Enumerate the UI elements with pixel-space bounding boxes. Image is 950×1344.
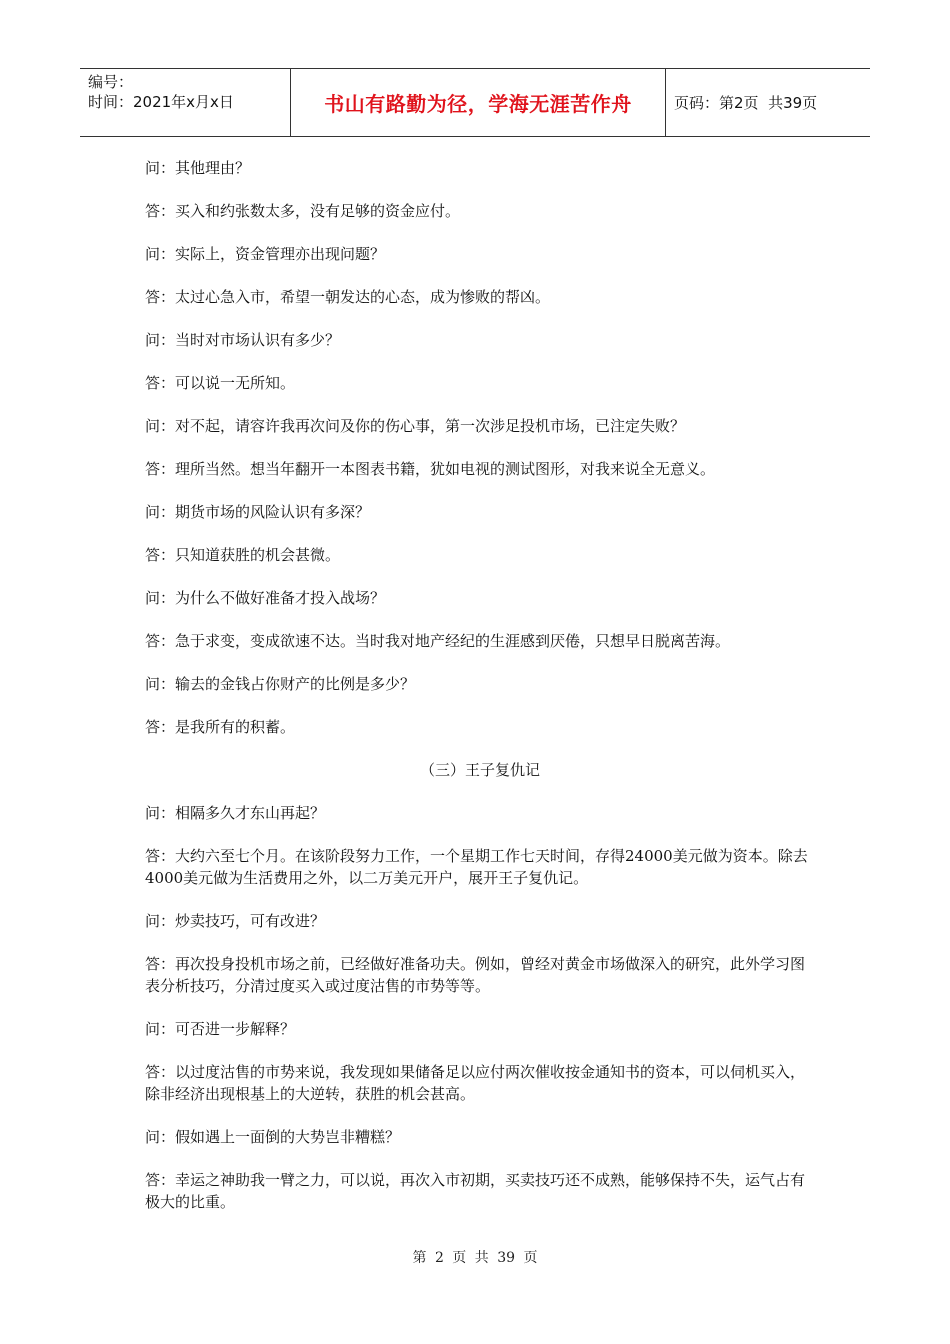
paragraph: 问：对不起，请容许我再次问及你的伤心事，第一次涉足投机市场，已注定失败？: [145, 417, 686, 435]
paragraph: 问：相隔多久才东山再起？: [145, 804, 326, 822]
paragraph: 答：是我所有的积蓄。: [145, 718, 296, 736]
page-footer: 第 2 页 共 39 页: [412, 1250, 538, 1266]
date-label: 时间：2021年x月x日: [88, 93, 234, 111]
paragraph: 问：其他理由？: [145, 159, 251, 177]
section-heading: （三）王子复仇记: [419, 761, 540, 779]
paragraph: 答：只知道获胜的机会甚微。: [145, 546, 341, 564]
paragraph: 答：再次投身投机市场之前，已经做好准备功夫。例如，曾经对黄金市场做深入的研究，此外学习图表分析技巧，分清过度买入或过度沽售的市势等等。: [145, 955, 806, 995]
paragraph: 答：理所当然。想当年翻开一本图表书籍，犹如电视的测试图形，对我来说全无意义。: [145, 460, 716, 478]
paragraph: 问：实际上，资金管理亦出现问题？: [145, 245, 386, 263]
paragraph: 问：期货市场的风险认识有多深？: [145, 503, 371, 521]
paragraph: 问：为什么不做好准备才投入战场？: [145, 589, 386, 607]
header-page-info: 页码：第2页 共39页: [674, 94, 818, 112]
paragraph: 答：以过度沽售的市势来说，我发现如果储备足以应付两次催收按金通知书的资本，可以伺机买入，除非经济出现根基上的大逆转，获胜的机会甚高。: [145, 1063, 806, 1103]
paragraph: 问：输去的金钱占你财产的比例是多少？: [145, 675, 416, 693]
paragraph: 答：急于求变，变成欲速不达。当时我对地产经纪的生涯感到厌倦，只想早日脱离苦海。: [145, 632, 731, 650]
paragraph: 答：幸运之神助我一臂之力，可以说，再次入市初期，买卖技巧还不成熟，能够保持不失，运气占有极大的比重。: [145, 1171, 806, 1211]
document-header: [80, 68, 870, 137]
number-label: 编号：: [88, 73, 134, 91]
paragraph: 问：可否进一步解释？: [145, 1020, 296, 1038]
document-body: [145, 157, 815, 1234]
paragraph: 答：太过心急入市，希望一朝发达的心态，成为惨败的帮凶。: [145, 288, 551, 306]
paragraph: 答：买入和约张数太多，没有足够的资金应付。: [145, 202, 461, 220]
paragraph: 答：可以说一无所知。: [145, 374, 296, 392]
paragraph: 问：炒卖技巧，可有改进？: [145, 912, 326, 930]
header-meta: [80, 69, 291, 136]
paragraph: 问：假如遇上一面倒的大势岂非糟糕？: [145, 1128, 401, 1146]
header-motto: 书山有路勤为径，学海无涯苦作舟: [291, 69, 666, 136]
paragraph: 答：大约六至七个月。在该阶段努力工作，一个星期工作七天时间，存得24000美元做为资本。除去4000美元做为生活费用之外，以二万美元开户，展开王子复仇记。: [145, 847, 808, 887]
paragraph: 问：当时对市场认识有多少？: [145, 331, 341, 349]
